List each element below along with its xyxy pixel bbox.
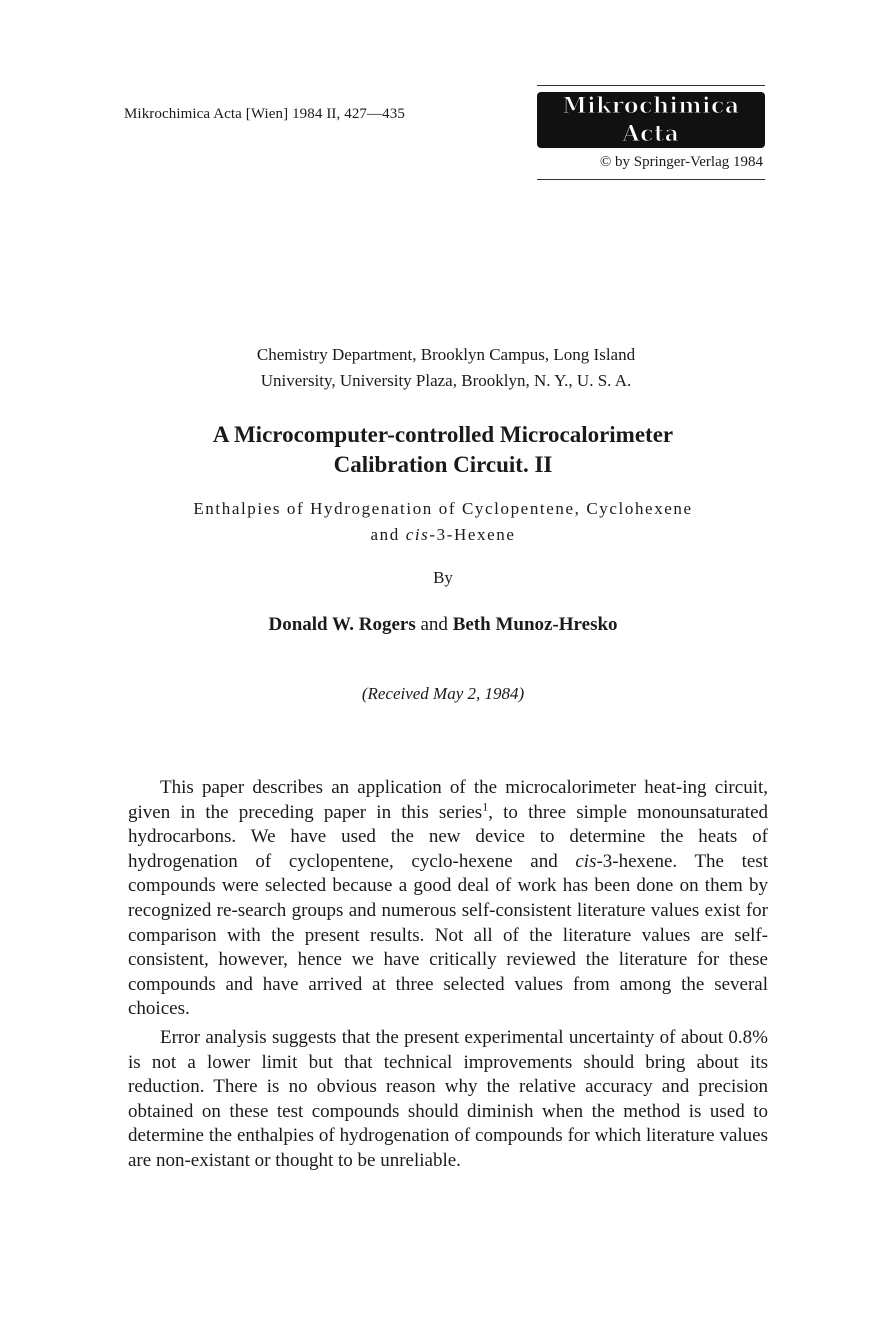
paragraph-1-part-a: This paper describes an application of the microcalorimeter heat-ing circuit, given in the preceding paper in this series: [128, 777, 768, 823]
subtitle-line-2-italic: cis: [405, 525, 430, 544]
by-label: By: [433, 568, 453, 587]
copyright-notice: © by Springer-Verlag 1984: [599, 154, 763, 170]
subtitle-line-2: [0, 522, 886, 548]
footnote-reference: 1: [482, 799, 489, 814]
subtitle-line-1: Enthalpies of Hydrogenation of Cyclopentene, Cyclohexene: [193, 499, 693, 518]
paragraph-1-italic: cis: [575, 850, 597, 872]
paragraph-1-part-b: , to three simple monounsaturated hydrocarbons. We have used the new device to determine the heats of hydrogenation of cyclopentene, cyclo-hexene and: [128, 801, 768, 872]
paragraph-1-part-c: -3-hexene. The test compounds were selected because a good deal of work has been done on them by recognized re-search groups and numerous self-consistent literature values exist for comparison with the present results. Not all of the literature values are self-consistent, however, hence we have critically reviewed the literature for these compounds and have arrived at three selected values from among the several choices.: [128, 850, 768, 1020]
paper-subtitle: [0, 496, 886, 548]
received-date: (Received May 2, 1984): [361, 684, 525, 703]
paper-title-line-2: Calibration Circuit. II: [333, 452, 553, 477]
affiliation-line-1: Chemistry Department, Brooklyn Campus, Long Island: [256, 345, 636, 364]
affiliation: [0, 342, 886, 394]
author-conjunction: and: [420, 614, 448, 635]
journal-reference: Mikrochimica Acta [Wien] 1984 II, 427—435: [124, 106, 405, 122]
subtitle-line-2-pre: and: [370, 525, 406, 544]
author-2: Beth Munoz-Hresko: [452, 614, 618, 635]
paper-title: [0, 420, 886, 480]
paragraph-1: [128, 776, 768, 1022]
affiliation-line-2: University, University Plaza, Brooklyn, N. Y., U. S. A.: [260, 371, 632, 390]
journal-logo: Mikrochimica Acta: [537, 92, 765, 148]
paper-title-line-1: A Microcomputer-controlled Microcalorimeter: [212, 422, 674, 447]
paragraph-2: Error analysis suggests that the present experimental uncertainty of about 0.8% is not a lower limit but that technical improvements should bring about its reduction. There is no obvious reason why the relative accuracy and precision obtained on these test compounds should diminish when the method is used to determine the enthalpies of hydrogenation of compounds for which literature values are non-existant or thought to be unreliable.: [128, 1026, 768, 1171]
subtitle-line-2-post: -3-Hexene: [429, 525, 516, 544]
body-text: [128, 776, 768, 1174]
journal-masthead: [537, 85, 765, 180]
author-1: Donald W. Rogers: [268, 614, 416, 635]
author-line: [0, 614, 886, 636]
